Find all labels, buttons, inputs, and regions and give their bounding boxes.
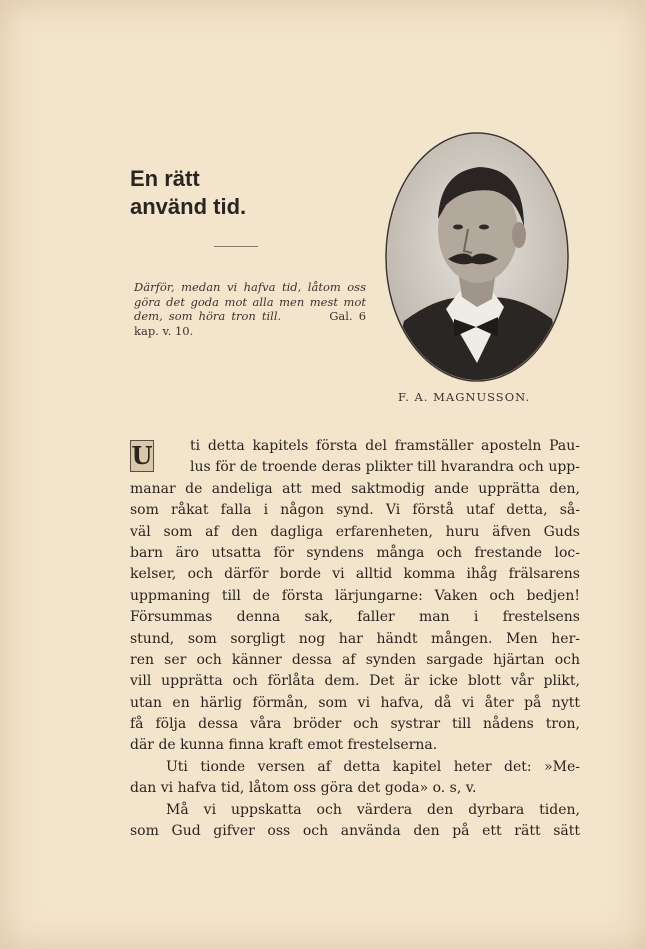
body-line: få följa dessa våra bröder och systrar till nådens tron, [130,716,580,733]
epigraph-reference: Gal. 6 kap. v. 10. [134,309,367,338]
epigraph [134,280,366,338]
body-line: uppmaning till de första lärjungarne: Vaken och bedjen! [130,587,580,604]
body-line: stund, som sorgligt nog har händt mången. Men her- [130,630,580,647]
drop-initial: U [131,441,153,470]
title-divider [214,246,258,247]
body-line: barn äro utsatta för syndens många och frestande loc- [130,544,580,561]
body-line: dan vi hafva tid, låtom oss göra det goda» o. s, v. [130,780,477,797]
body-line: ti detta kapitels första del framställer aposteln Pau- [190,438,580,454]
body-line: vill upprätta och förlåta dem. Det är icke blott vår plikt, [130,673,580,690]
body-line: Må vi uppskatta och värdera den dyrbara tiden, [166,801,580,818]
article-body [130,436,580,842]
body-line: ren ser och känner dessa af synden sargade hjärtan och [130,651,580,668]
epigraph-text: Därför, medan vi hafva tid, låtom oss göra det goda mot alla men mest mot dem, som höra tron till. [134,280,366,323]
author-portrait [384,131,570,383]
body-line: utan en härlig förmån, som vi hafva, då vi åter på nytt [130,694,580,711]
body-line: Uti tionde versen af detta kapitel heter det: »Me- [166,758,580,775]
article-title [130,165,246,221]
body-line: manar de andeliga att med saktmodig ande upprätta den, [130,480,580,497]
body-line: som Gud gifver oss och använda den på ett rätt sätt [130,823,580,840]
title-line-1: En rätt [130,166,200,191]
body-line: väl som af den dagliga erfarenheten, huru äfven Guds [130,523,580,540]
body-line: där de kunna finna kraft emot frestelserna. [130,737,438,754]
title-line-2: använd tid. [130,194,247,219]
body-line: lus för de troende deras plikter till hvarandra och upp- [190,459,580,476]
body-line: kelser, och därför borde vi alltid komma ihåg frälsarens [130,566,580,583]
body-line: som råkat falla i någon synd. Vi förstå utaf detta, så- [130,502,580,519]
portrait-caption: F. A. MAGNUSSON. [398,390,531,404]
body-line: Försummas denna sak, faller man i frestelsens [130,609,580,626]
